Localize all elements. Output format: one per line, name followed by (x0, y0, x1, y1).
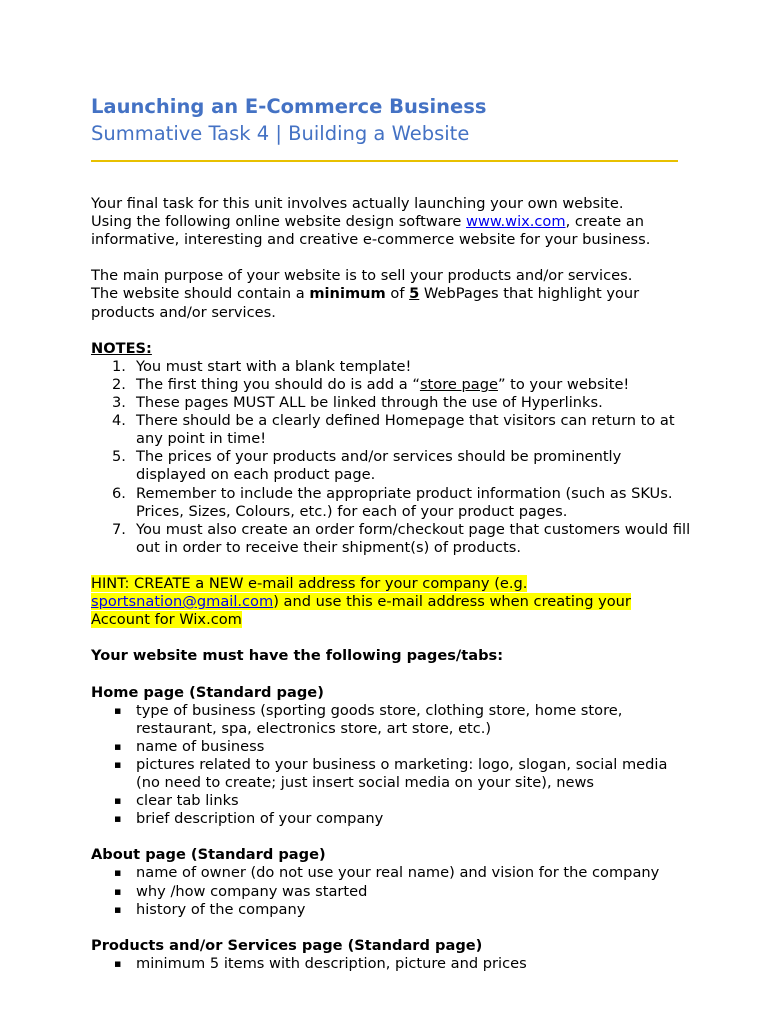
products-heading (91, 937, 691, 955)
item-number: 1. (112, 357, 126, 375)
item-number: 4. (112, 412, 126, 430)
document-subtitle: Summative Task 4 | Building a Website (91, 122, 470, 145)
hint-line-3 (91, 611, 691, 629)
bullet-icon: ▪ (114, 812, 122, 826)
bullet-icon: ▪ (114, 703, 122, 717)
home-heading (91, 684, 691, 702)
document-body (91, 195, 691, 973)
item-text: type of business (sporting goods store, clothing store, home store, restaurant, spa, electronics store, art store, etc.) (136, 701, 623, 737)
purpose-text: The website should contain a (91, 285, 310, 303)
about-heading-text: About page (Standard page) (91, 846, 326, 864)
list-item (91, 901, 691, 919)
list-item (91, 810, 691, 828)
list-item (91, 521, 691, 557)
item-text: name of owner (do not use your real name) and vision for the company (136, 864, 660, 882)
item-text: why /how company was started (136, 882, 368, 900)
item-text: ” to your website! (497, 375, 630, 393)
list-item (91, 738, 691, 756)
item-text: The prices of your products and/or services should be prominently displayed on each product page. (136, 448, 622, 484)
item-text: You must start with a blank template! (136, 357, 412, 375)
products-heading-text: Products and/or Services page (Standard page) (91, 936, 483, 954)
hint-text: HINT: CREATE a NEW e-mail address for your company (e.g. (91, 574, 528, 592)
pages-heading (91, 647, 691, 665)
item-number: 2. (112, 375, 126, 393)
list-item (91, 358, 691, 376)
example-email-link[interactable]: sportsnation@gmail.com (91, 593, 274, 611)
wix-link[interactable]: www.wix.com (466, 213, 566, 231)
list-item (91, 376, 691, 394)
item-text: brief description of your company (136, 810, 384, 828)
item-number: 6. (112, 484, 126, 502)
item-text: clear tab links (136, 792, 239, 810)
bullet-icon: ▪ (114, 884, 122, 898)
minimum-emphasis: minimum (309, 285, 386, 303)
item-text: You must also create an order form/checkout page that customers would fill out in order to receive their shipment(s) of products. (136, 520, 691, 556)
purpose-line-2 (91, 285, 691, 303)
products-list (91, 955, 691, 973)
item-text: pictures related to your business o marketing: logo, slogan, social media (no need to create; just insert social media on your site), news (136, 755, 668, 791)
about-heading (91, 846, 691, 864)
intro-line-3: informative, interesting and creative e-commerce website for your business. (91, 231, 651, 249)
hint-text: ) and use this e-mail address when creating your (273, 593, 631, 611)
store-page-emphasis: store page (419, 375, 498, 393)
list-item (91, 955, 691, 973)
item-text: Remember to include the appropriate product information (such as SKUs. Prices, Sizes, Colours, etc.) for each of your product pages. (136, 484, 673, 520)
notes-heading (91, 340, 691, 358)
pages-heading-text: Your website must have the following pages/tabs: (91, 647, 504, 665)
purpose-line-3: products and/or services. (91, 303, 276, 321)
document-title: Launching an E-Commerce Business (91, 95, 487, 118)
item-text: There should be a clearly defined Homepage that visitors can return to at any point in time! (136, 412, 675, 448)
notes-list (91, 358, 691, 557)
bullet-icon: ▪ (114, 866, 122, 880)
notes-heading-text: NOTES: (91, 339, 152, 357)
list-item (91, 485, 691, 521)
home-list (91, 702, 691, 829)
hint-line-2 (91, 593, 691, 611)
intro-line-1: Your final task for this unit involves actually launching your own website. (91, 195, 624, 212)
list-item (91, 756, 691, 792)
item-text: name of business (136, 737, 265, 755)
page-count-emphasis: 5 (409, 285, 420, 303)
item-text: minimum 5 items with description, picture and prices (136, 954, 527, 972)
purpose-line-1: The main purpose of your website is to sell your products and/or services. (91, 267, 633, 285)
list-item (91, 702, 691, 738)
list-item (91, 448, 691, 484)
bullet-icon: ▪ (114, 956, 122, 970)
title-divider (91, 160, 678, 162)
list-item (91, 412, 691, 448)
list-item (91, 883, 691, 901)
intro-text: , create an (565, 213, 645, 231)
hint-text: Account for Wix.com (91, 611, 242, 629)
bullet-icon: ▪ (114, 739, 122, 753)
list-item (91, 864, 691, 882)
bullet-icon: ▪ (114, 902, 122, 916)
item-number: 5. (112, 448, 126, 466)
list-item (91, 394, 691, 412)
hint-line-1 (91, 575, 691, 593)
intro-text: Using the following online website design software (91, 213, 467, 231)
item-text: These pages MUST ALL be linked through the use of Hyperlinks. (136, 394, 603, 412)
about-list (91, 864, 691, 918)
bullet-icon: ▪ (114, 757, 122, 771)
item-number: 7. (112, 520, 126, 538)
item-text: history of the company (136, 900, 306, 918)
item-number: 3. (112, 394, 126, 412)
home-heading-text: Home page (Standard page) (91, 683, 324, 701)
item-text: The first thing you should do is add a “ (136, 375, 420, 393)
bullet-icon: ▪ (114, 794, 122, 808)
purpose-text: of (385, 285, 410, 303)
list-item (91, 792, 691, 810)
purpose-text: WebPages that highlight your (419, 285, 640, 303)
intro-line-2 (91, 213, 691, 231)
